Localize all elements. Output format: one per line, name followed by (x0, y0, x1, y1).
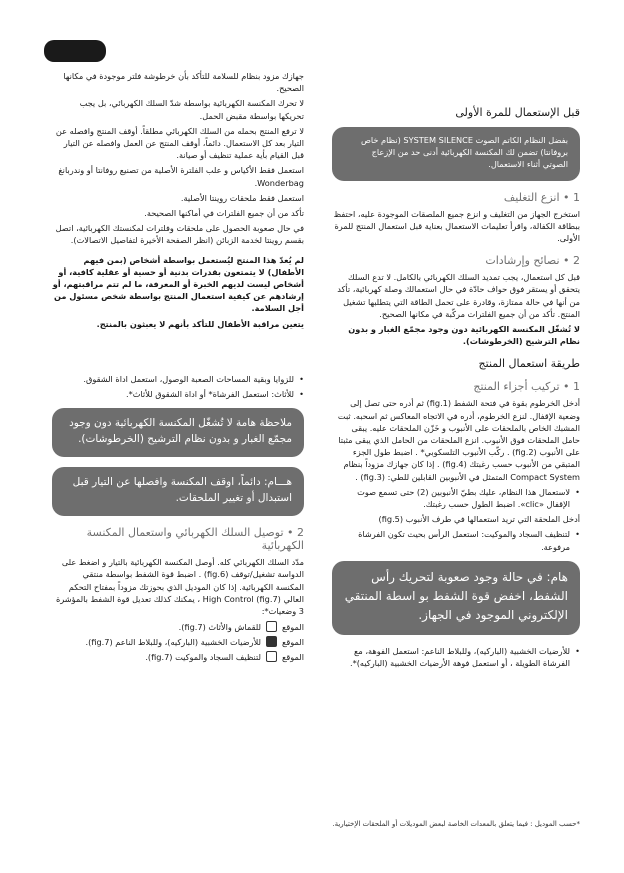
important-box-text: هام: في حالة وجود صعوبة لتحريك رأس الشفط، اخفض قوة الشفط بو اسطة المنتقي الإلكتروني الموجود في الجهاز. (344, 569, 568, 622)
note-box (52, 408, 304, 457)
section2-title: 2 • توصيل السلك الكهربائي واستعمال المكنسة الكهربائية (86, 526, 304, 553)
system-box-text: بفضل النظام الكاتم الصوت SYSTEM SILENCE (نظام خاص بروفانتا) تضمن لك المكنسة الكهربائية أدنى حد من الإزعاج الصوتي أثناء الاستعمال. (360, 135, 568, 170)
cushion-icon (266, 621, 277, 632)
language-tab (44, 40, 106, 62)
step3-more: أدخل الملحقة التي تريد استعمالها في طرف الأنبوب (fig.5) (378, 514, 580, 525)
step2-text: قبل كل استعمال، يجب تمديد السلك الكهربائي بالكامل. لا تدع السلك يتحقق أو يستقر فوق حواف حادّة في حال استعمالك وصلة كهربائية، تأكد من أنها في حالة ممتازة، وقادرة على تحمل الطاقة التي يتطلبها تشغيل المنتج. تأكد من أن جميع الفلترات مركّبة في مكانها الصحيح. (337, 272, 580, 319)
section2-text: مدّد السلك الكهربائي كله. أوصل المكنسة الكهربائية بالتيار و اضغط على الدواسة تشغيل/توقف (fig.6) . اضبط قوة الشفط بواسطة منتقي المكنسة الكهربائية. إذا كان الموديل الذي بحوزتك مزوداً بمفتاح التحكم العالي High Control (fig.7) ، يمكنك كذلك تعديل قوة الشفط بالمؤشرة 3 وضعيات*: (55, 557, 304, 617)
important-box (52, 467, 304, 516)
first-use-title: قبل الإستعمال للمرة الأولى (455, 106, 580, 119)
children-supervise: يتعين مراقبة الأطفال للتأكد بأنهم لا يعبثون بالمنتج. (96, 318, 304, 329)
tool-bullet: • للزوايا وبقية المساحات الصعبة الوصول، استعمل اداة الشقوق. (52, 373, 304, 385)
mode-row (52, 621, 304, 632)
mode-label: الموقع (281, 636, 304, 647)
left-column (52, 70, 304, 666)
usage-title: طريقة استعمال المنتج (478, 357, 580, 371)
safety-paragraph: في حال صعوبة الحصول على ملحقات وفلترات لمكنستك الكهربائية، اتصل بقسم روينتا لخدمة الزبائن (انظر الصفحة الأخيرة لتفاصيل الاتصالات). (55, 223, 304, 246)
mode-row (52, 651, 304, 662)
step1-title: 1 • انزع التغليف (503, 190, 580, 204)
step2-warning: لا تُشغّل المكنسة الكهربائية دون وجود مجمّع الغبار و بدون نظام الترشيح (الخرطوشات). (348, 324, 580, 347)
note-box-text: ملاحظة هامة لا تُشغّل المكنسة الكهربائية دون وجود مجمّع الغبار و بدون نظام الترشيح (الخرطوشات). (69, 417, 292, 446)
hard-floor-icon (266, 636, 277, 647)
safety-paragraph: تأكد من أن جميع الفلترات في أماكنها الصحيحة. (144, 208, 304, 219)
mode-row (52, 636, 304, 647)
step3-bullet: • لاستعمال هذا النظام، عليك بطيّ الأنبوبين (2) حتى تسمع صوت الإقفال «clic». اضبط الطول حسب رغبتك. (332, 486, 580, 510)
mode-text: للقماش والأثاث (fig.7). (178, 621, 261, 632)
step1-text: استخرج الجهاز من التغليف و انزع جميع الملصقات الموجودة عليه، احتفظ ببطاقة الكفالة، واقرأ تعليمات الاستعمال بعناية قبل استعمال المنتج للمرة الأولى. (333, 208, 580, 244)
safety-paragraph: لا ترفع المنتج بحمله من السلك الكهربائي مطلقاً. أوقف المنتج وافصله عن التيار بعد كل الاستعمال. دائماً، أوقف المنتج عن العمل وافصله عن التيار قبل القيام بأية عملية تنظيف أو صيانة. (55, 125, 304, 161)
step3-text: أدخل الخرطوم بقوة في فتحة الشفط (fig.1) ثم أدره حتى تصل إلى وضعية الإقفال. لنزع الخرطوم، أدره في الاتجاه المعاكس ثم اسحبه. ثبت المشبك الخاص بالملحقات على الأنبوب و خَزّن الملحقات عليه. يبقى حامل الملحقات فوق الأنبوب. انزع الملحقات من الحامل الذي يبقى مثبتا على الأنبوب (fig.2) . ركّب الأنبوب التلسكوبي* . اضبط طول الجزء المتبقي من الأنبوب حسب رغبتك (fig.4) . إذا كان جهازك مزوداً بنظام Compact System المتمثل في الأنبوبين القابلين للطي: (fig.3) . (337, 398, 580, 482)
system-box (332, 127, 580, 181)
mode-label: الموقع (281, 651, 304, 662)
tool-bullet: • للأثاث: استعمل الفرشاة* أو اداة الشقوق للأثاث*. (52, 388, 304, 400)
mode-text: للأرضيات الخشبية (الباركيه)، وللبلاط الناعم (fig.7). (85, 636, 261, 647)
important-box (332, 561, 580, 635)
mode-text: لتنظيف السجاد والموكيت (fig.7). (145, 651, 261, 662)
safety-paragraph: استعمل فقط الأكياس و علب الفلترة الأصلية من تصنيع روفانتا أو وندربانغ Wonderbag. (58, 165, 304, 188)
step3-bullet: • لتنظيف السجاد والموكيت: استعمل الرأس بحيث تكون الفرشاة مرفوعة. (332, 528, 580, 552)
children-warning: لم يُعدّ هذا المنتج ليُستعمل بواسطة أشخاص (بمن فيهم الأطفال) لا يتمتعون بقدرات بدنية أو حسية أو عقلية كافية، أو أشخاص ليست لديهم الخبرة أو المعرفة، ما لم تتم مراقبتهم، أو إرشادهم عن كيفية استعمال المنتج بواسطة شخص مسئول من أجل السلامة. (52, 254, 304, 314)
footnote: *حسب الموديل : فيما يتعلق بالمعدات الخاصة لبعض الموديلات أو الملحقات الإختيارية. (332, 820, 580, 828)
carpet-icon (266, 651, 277, 662)
safety-paragraph: لا تحرك المكنسة الكهربائية بواسطة شدّ السلك الكهربائي، بل يجب تحريكها بواسطة مقبض الحمل. (79, 98, 304, 121)
safety-paragraph: جهازك مزود بنظام للسلامة للتأكد بأن خرطوشة فلتر موجودة في مكانها الصحيح. (63, 71, 304, 94)
mode-label: الموقع (281, 621, 304, 632)
step2-title: 2 • نصائح وإرشادات (485, 254, 580, 268)
step3-title: 1 • تركيب أجزاء المنتج (473, 380, 580, 394)
safety-paragraph: استعمل فقط ملحقات روينتا الأصلية. (180, 192, 304, 203)
floor-bullet: • للأرضيات الخشبية (الباركيه)، وللبلاط الناعم: استعمل الفوهة، مع الفرشاة الطويلة ، أو استعمل فوهة الأرضيات الخشبية (الباركيه)*. (332, 645, 580, 669)
important-box-text: هـــام: دائماً، اوقف المكنسة وافصلها عن التيار قبل استبدال أو تغيير الملحقات. (72, 476, 292, 505)
spacer (52, 337, 304, 373)
right-column (332, 96, 580, 672)
